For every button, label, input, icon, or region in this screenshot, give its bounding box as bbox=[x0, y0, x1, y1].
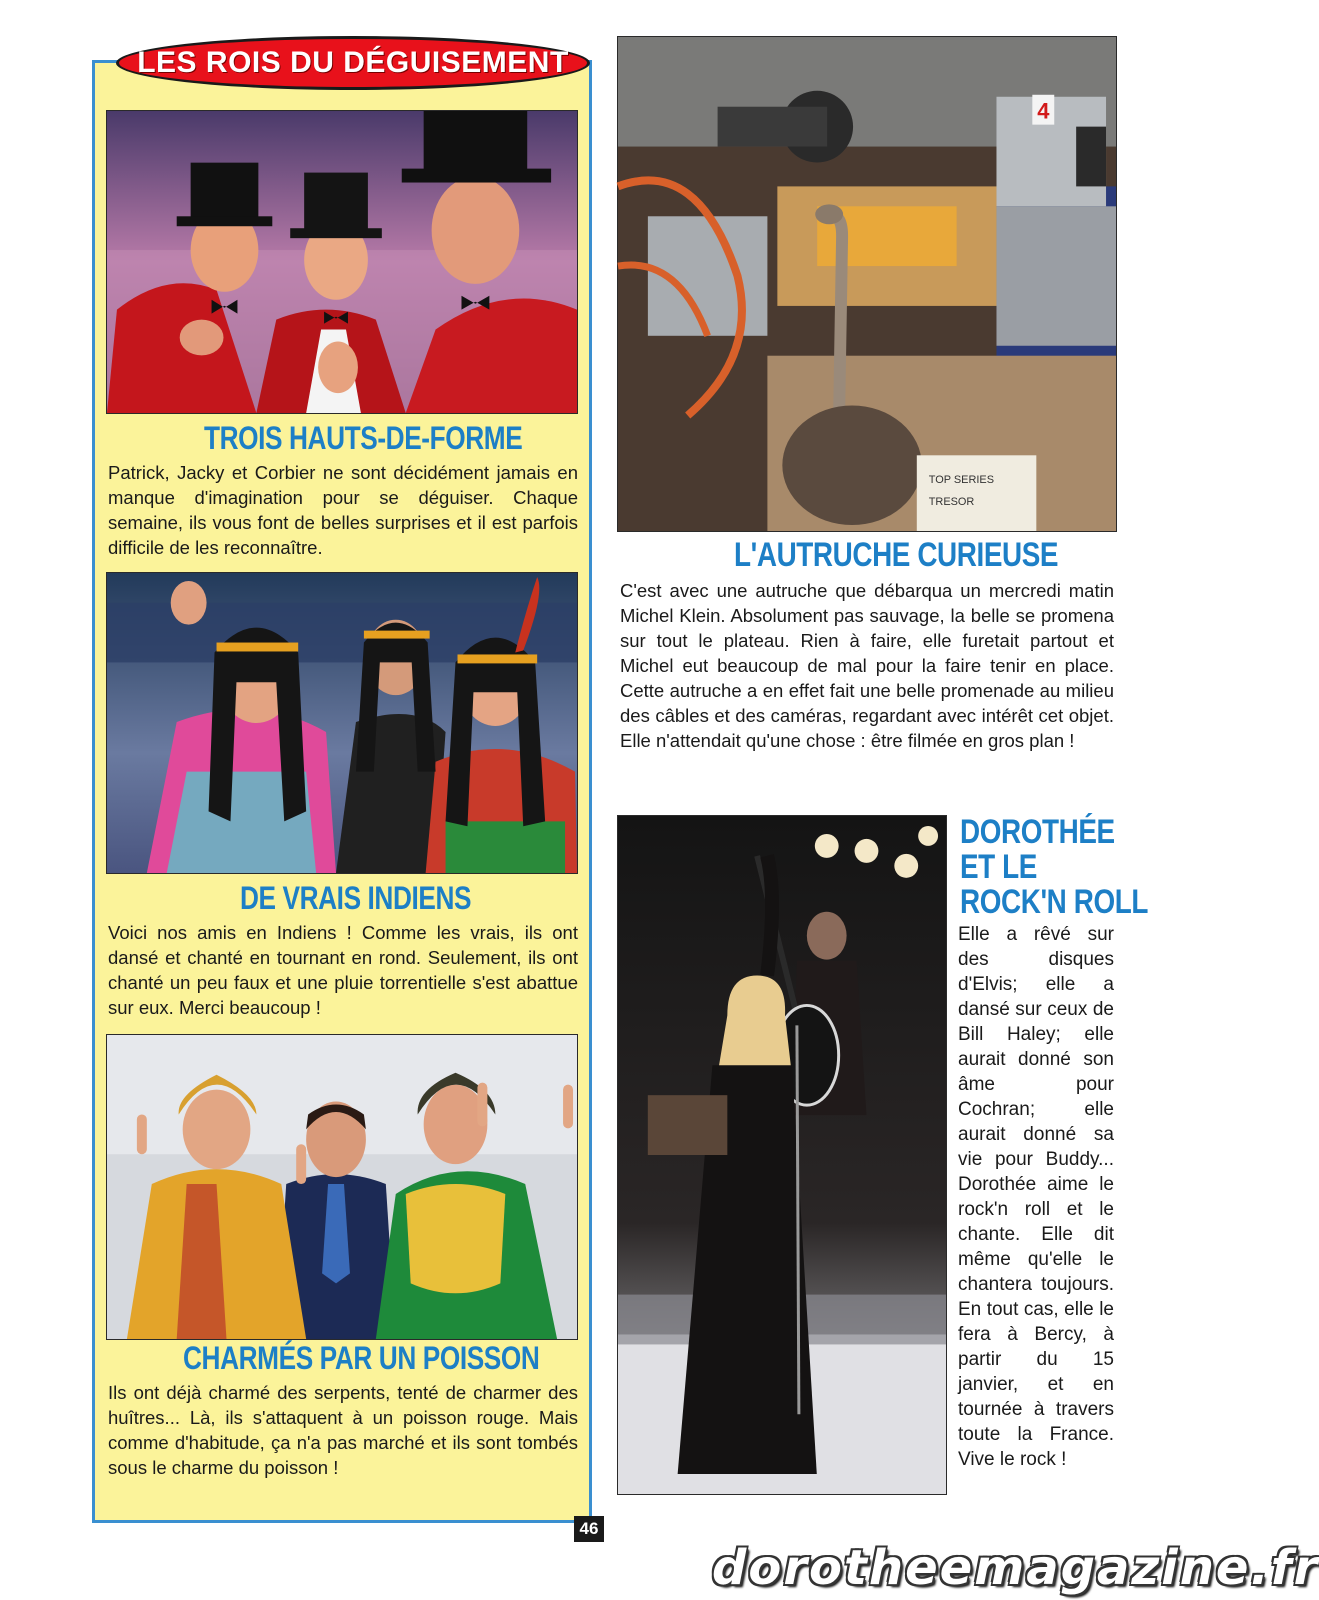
heading-indians: DE VRAIS INDIENS bbox=[240, 880, 472, 916]
heading-hats: TROIS HAUTS-DE-FORME bbox=[204, 420, 523, 456]
text-rock: Elle a rêvé sur des disques d'Elvis; elle a dansé sur ceux de Bill Haley; elle aurait donné son âme pour Cochran; elle aurait donné sa vie pour Buddy... Dorothée aime le rock'n roll et le chante. Elle dit même qu'elle le chantera toujours. En tout cas, elle le fera à Bercy, à partir du 15 janvier, et en tournée à travers toute la France. Vive le rock ! bbox=[958, 924, 1114, 1470]
banner-title: LES ROIS DU DÉGUISEMENT bbox=[137, 46, 569, 79]
heading-rock-line3: ROCK'N ROLL bbox=[960, 883, 1148, 921]
photo-ostrich bbox=[617, 36, 1117, 532]
text-indians: Voici nos amis en Indiens ! Comme les vrais, ils ont dansé et chanté en tournant en rond. Seulement, ils ont chanté un peu faux et une pluie torrentielle s'est abattue sur eux. Merci beaucoup ! bbox=[108, 922, 578, 1018]
camera-number: 4 bbox=[1037, 98, 1050, 124]
heading-rock-line2: ET LE bbox=[960, 848, 1037, 886]
card-text-line1: TOP SERIES bbox=[928, 474, 995, 487]
text-ostrich: C'est avec une autruche que débarqua un mercredi matin Michel Klein. Absolument pas sauvage, la belle se promena sur tout le plateau. Rien à faire, elle furetait partout et Michel eut beaucoup de mal pour la faire tenir en place. Cette autruche a en effet fait une belle promenade au milieu des câbles et des caméras, regardant avec intérêt cet objet. Elle n'attendait qu'une chose : être filmée en gros plan ! bbox=[620, 580, 1114, 751]
page-number: 46 bbox=[574, 1516, 604, 1542]
photo-dorothee-stage bbox=[617, 815, 947, 1495]
text-fish: Ils ont déjà charmé des serpents, tenté de charmer des huîtres... Là, ils s'attaquent à un poisson rouge. Mais comme d'habitude, ça n'a pas marché et ils sont tombés sous le charme du poisson ! bbox=[108, 1382, 578, 1478]
card-text-line2: TRESOR bbox=[928, 496, 975, 509]
photo-indians bbox=[106, 572, 578, 874]
text-hats: Patrick, Jacky et Corbier ne sont décidément jamais en manque d'imagination pour se déguiser. Chaque semaine, ils vous font de belles surprises et il est parfois difficile de les reconnaître. bbox=[108, 462, 578, 558]
section-banner bbox=[116, 36, 590, 90]
heading-rock-line1: DOROTHÉE bbox=[960, 813, 1115, 851]
site-watermark: dorotheemagazine.fr bbox=[712, 1540, 1319, 1596]
photo-charmers bbox=[106, 1034, 578, 1340]
heading-ostrich: L'AUTRUCHE CURIEUSE bbox=[734, 536, 1059, 574]
photo-top-hats bbox=[106, 110, 578, 414]
heading-fish: CHARMÉS PAR UN POISSON bbox=[183, 1340, 540, 1376]
